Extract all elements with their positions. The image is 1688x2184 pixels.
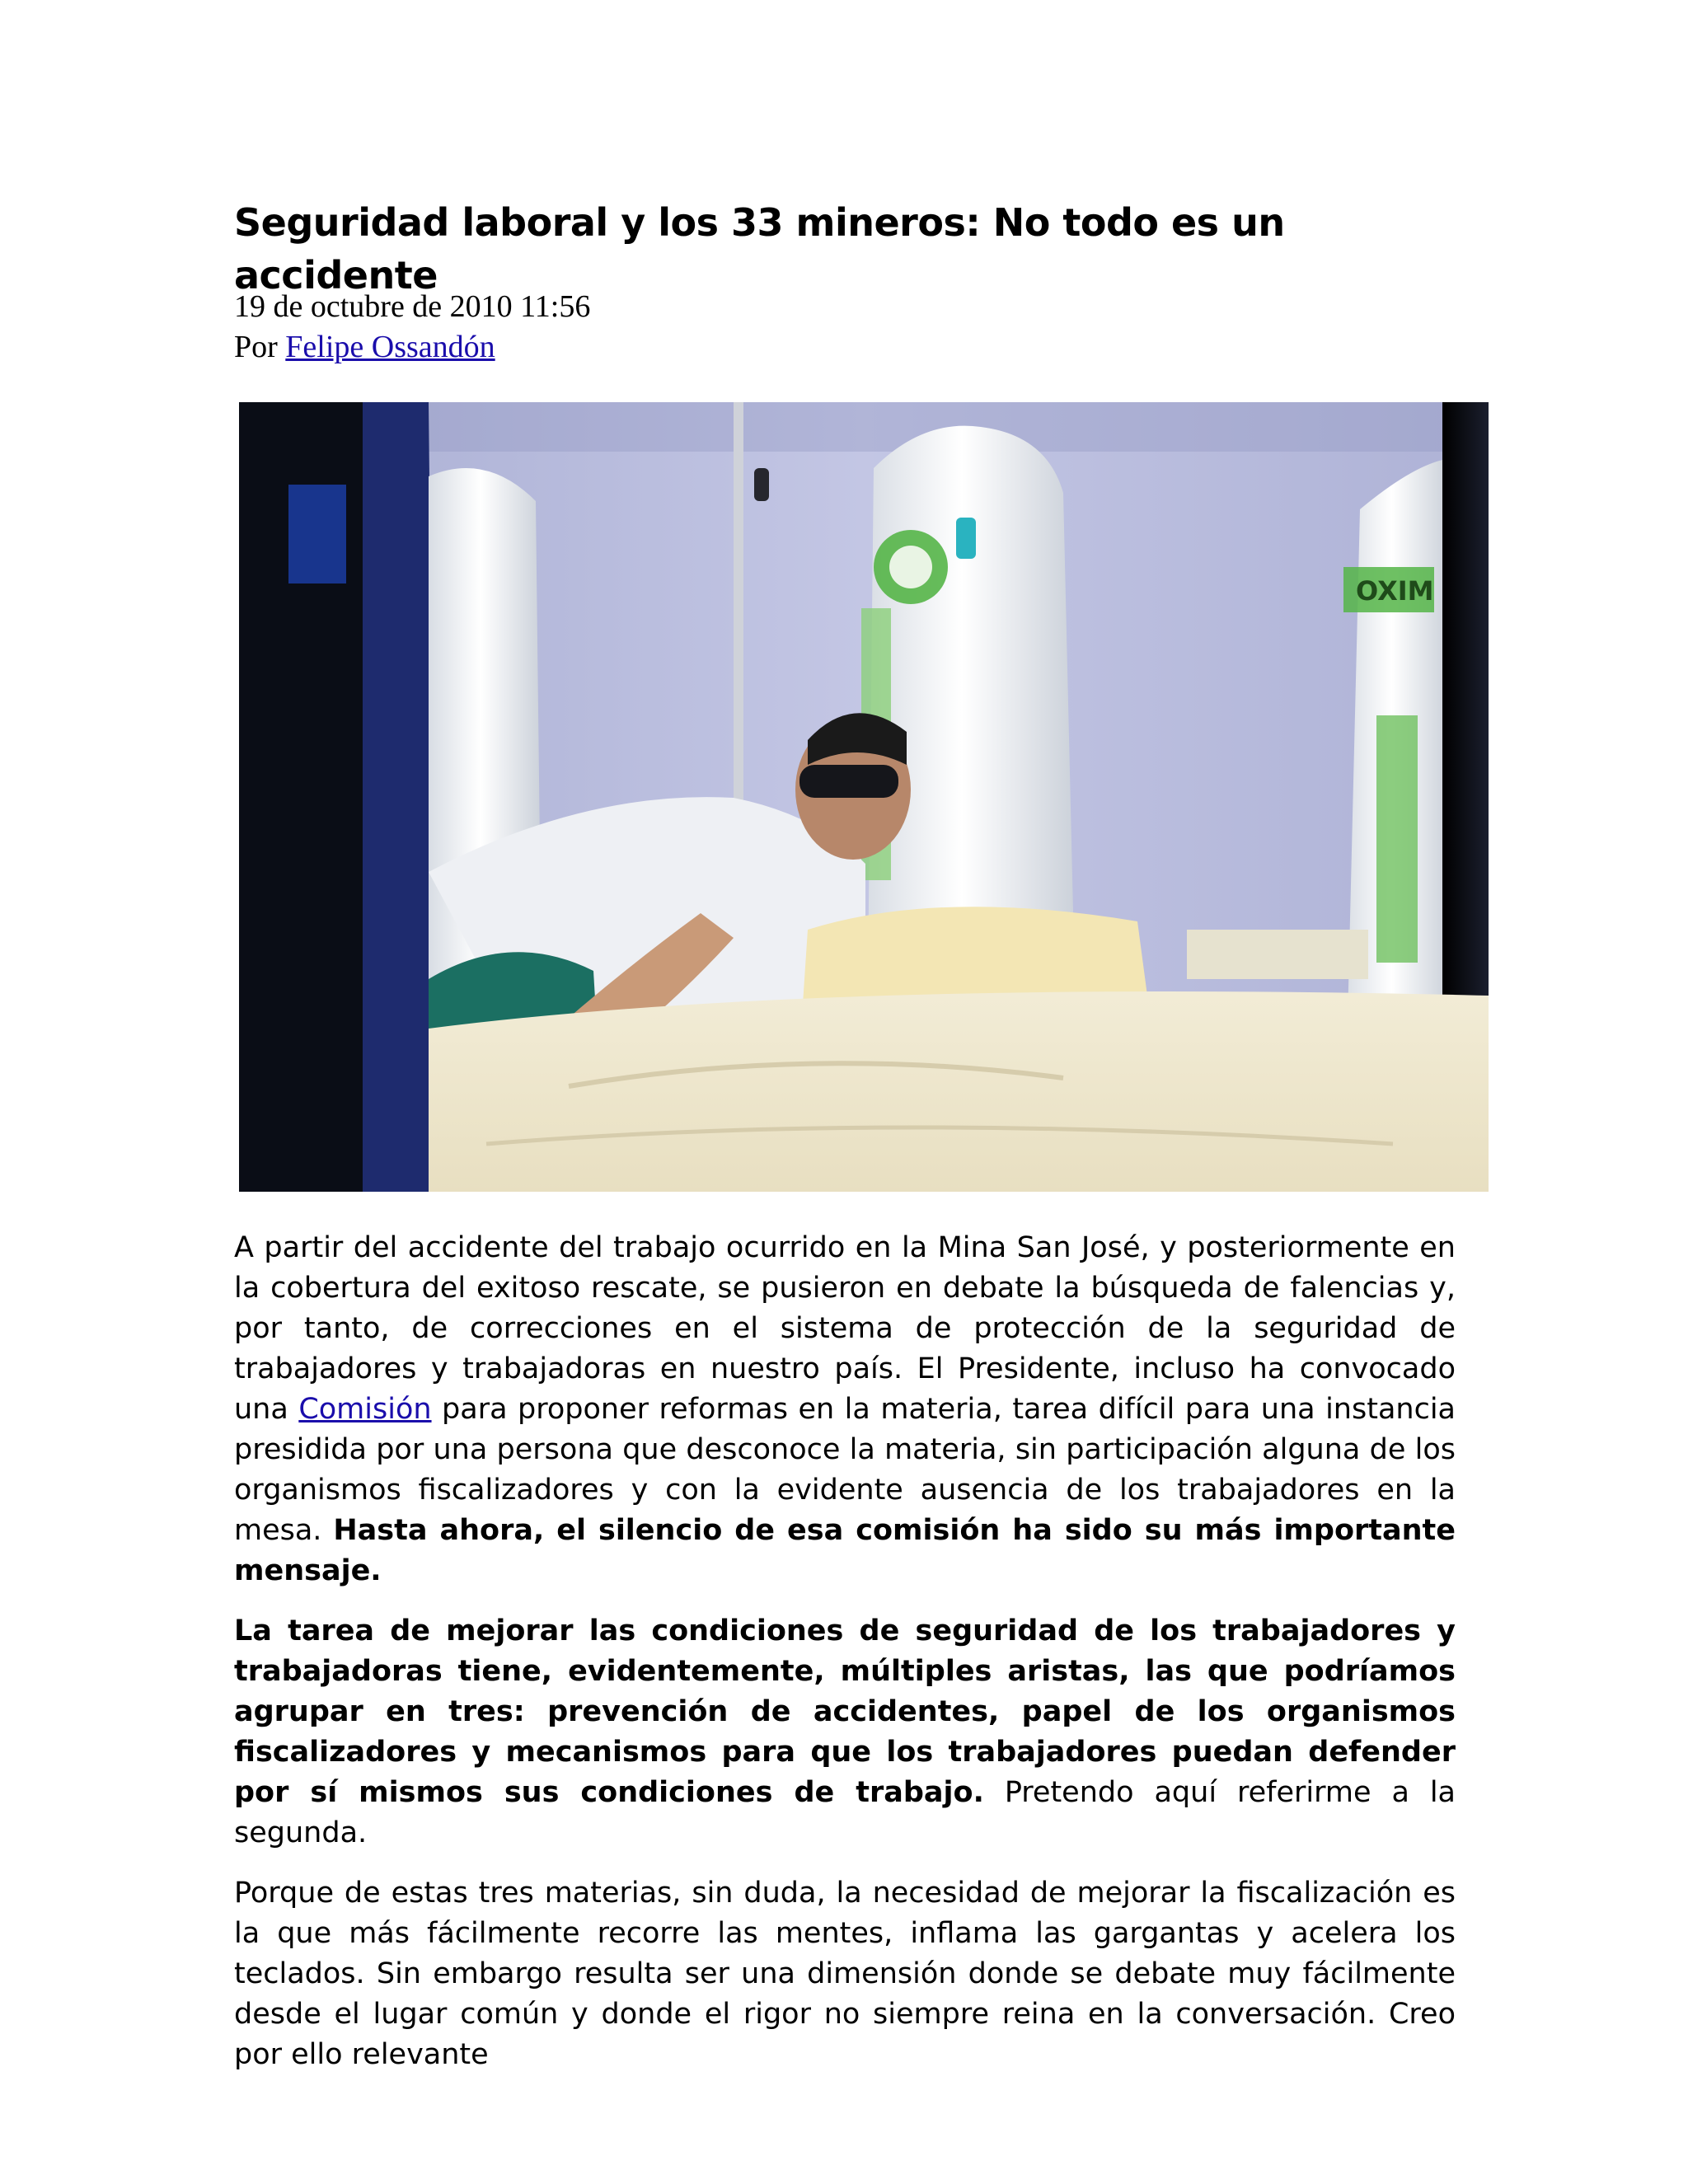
paragraph-3: Porque de estas tres materias, sin duda, la necesidad de mejorar la fiscalización es la que más fácilmente recorre las mentes, inflama las gargantas y acelera los teclados. Sin embargo resulta ser una dimensión donde se debate muy fácilmente desde el lugar común y donde el rigor no siempre reina en la conversación. Creo por ello relevante — [234, 1877, 1456, 2071]
hospital-photo-icon — [239, 402, 1489, 1192]
paragraph-2-bold: La tarea de mejorar las condiciones de seguridad de los trabajadores y trabajadoras tiene, evidentemente, múltiples aristas, las que podríamos agrupar en tres: prevención de accidentes, papel de los organismos fiscalizadores y mecanismos para que los trabajadores puedan defender por sí mismos sus condiciones de trabajo. — [234, 1615, 1456, 1809]
byline-prefix: Por — [234, 330, 286, 364]
comision-link[interactable]: Comisión — [298, 1393, 432, 1426]
paragraph-2-text: Pretendo aquí referirme a la segunda. — [234, 1776, 1456, 1849]
paragraph-2 — [234, 1611, 1456, 1854]
article-byline — [234, 327, 590, 368]
article-body — [234, 1228, 1456, 2095]
article-title: Seguridad laboral y los 33 mineros: No todo es un accidente — [234, 200, 1285, 298]
author-link[interactable]: Felipe Ossandón — [285, 330, 495, 364]
article-meta — [234, 287, 590, 368]
svg-text:OXIM: OXIM — [1356, 575, 1434, 607]
paragraph-1-text-b: para proponer reformas en la materia, tarea difícil para una instancia presidida por una persona que desconoce la materia, sin participación alguna de los organismos fiscalizadores y con la evidente ausencia de los trabajadores en la mesa. — [234, 1393, 1456, 1547]
article-photo — [239, 402, 1489, 1192]
paragraph-1-bold: Hasta ahora, el silencio de esa comisión ha sido su más importante mensaje. — [234, 1514, 1456, 1587]
paragraph-1 — [234, 1228, 1456, 1591]
article-date: 19 de octubre de 2010 11:56 — [234, 289, 591, 324]
paragraph-1-text-a: A partir del accidente del trabajo ocurrido en la Mina San José, y posteriormente en la cobertura del exitoso rescate, se pusieron en debate la búsqueda de falencias y, por tanto, de correcciones en el sistema de protección de la seguridad de trabajadores y trabajadoras en nuestro país. El Presidente, incluso ha convocado una — [234, 1231, 1456, 1426]
